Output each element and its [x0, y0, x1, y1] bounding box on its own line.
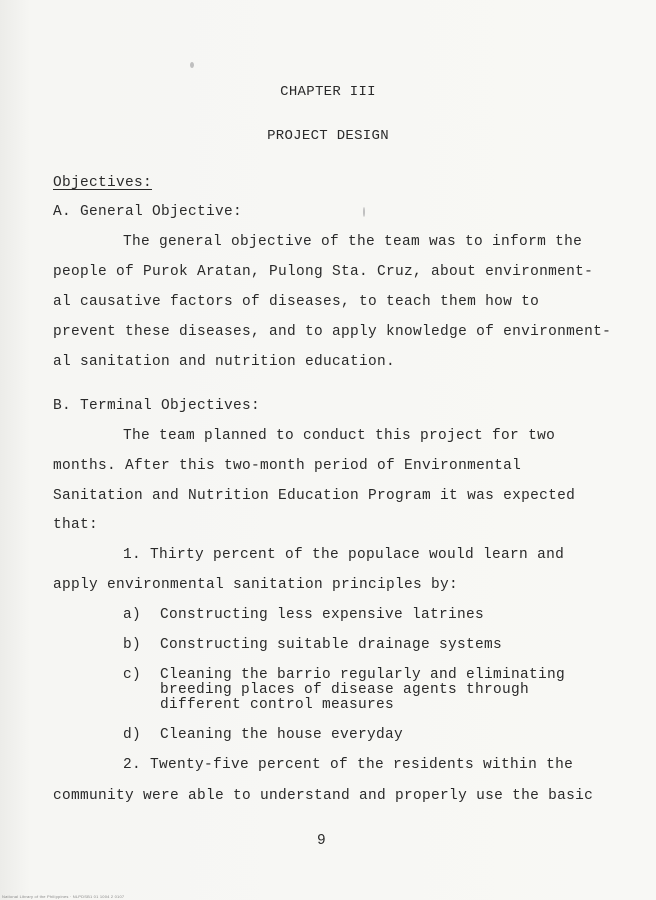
chapter-heading: CHAPTER III: [280, 84, 376, 100]
item-one-line: 1. Thirty percent of the populace would learn and: [123, 547, 565, 563]
sub-item-text: Cleaning the barrio regularly and eliminating: [160, 667, 566, 683]
sub-item-text: Constructing less expensive latrines: [160, 607, 485, 623]
terminal-objectives-line: The team planned to conduct this project for two: [123, 428, 556, 444]
sub-item-text: breeding places of disease agents through: [160, 682, 530, 698]
page-title: PROJECT DESIGN: [267, 128, 389, 144]
sub-item-text: Cleaning the house everyday: [160, 727, 404, 743]
sub-item-label: c): [123, 667, 142, 683]
page-number: 9: [317, 833, 327, 849]
sub-item-label: d): [123, 727, 142, 743]
terminal-objectives-line: months. After this two-month period of Environmental: [53, 458, 522, 474]
terminal-objectives-heading: B. Terminal Objectives:: [53, 398, 261, 414]
item-two-line: community were able to understand and properly use the basic: [53, 788, 594, 804]
sub-item-label: b): [123, 637, 142, 653]
general-objective-line: al sanitation and nutrition education.: [53, 354, 396, 370]
item-one-line: apply environmental sanitation principles by:: [53, 577, 459, 593]
speck: [363, 207, 365, 217]
terminal-objectives-line: that:: [53, 517, 99, 533]
scan-footer: National Library of the Philippines · NLPDSB1 01 1004 2 0107: [2, 894, 125, 899]
general-objective-line: prevent these diseases, and to apply knowledge of environment-: [53, 324, 612, 340]
general-objective-line: The general objective of the team was to inform the: [123, 234, 583, 250]
sub-item-text: Constructing suitable drainage systems: [160, 637, 503, 653]
item-two-line: 2. Twenty-five percent of the residents within the: [123, 757, 574, 773]
general-objective-line: people of Purok Aratan, Pulong Sta. Cruz, about environment-: [53, 264, 594, 280]
general-objective-heading: A. General Objective:: [53, 204, 243, 220]
sub-item-label: a): [123, 607, 142, 623]
terminal-objectives-line: Sanitation and Nutrition Education Program it was expected: [53, 488, 576, 504]
sub-item-text: different control measures: [160, 697, 395, 713]
objectives-heading: Objectives:: [53, 175, 153, 191]
speck: [190, 62, 194, 68]
general-objective-line: al causative factors of diseases, to teach them how to: [53, 294, 540, 310]
